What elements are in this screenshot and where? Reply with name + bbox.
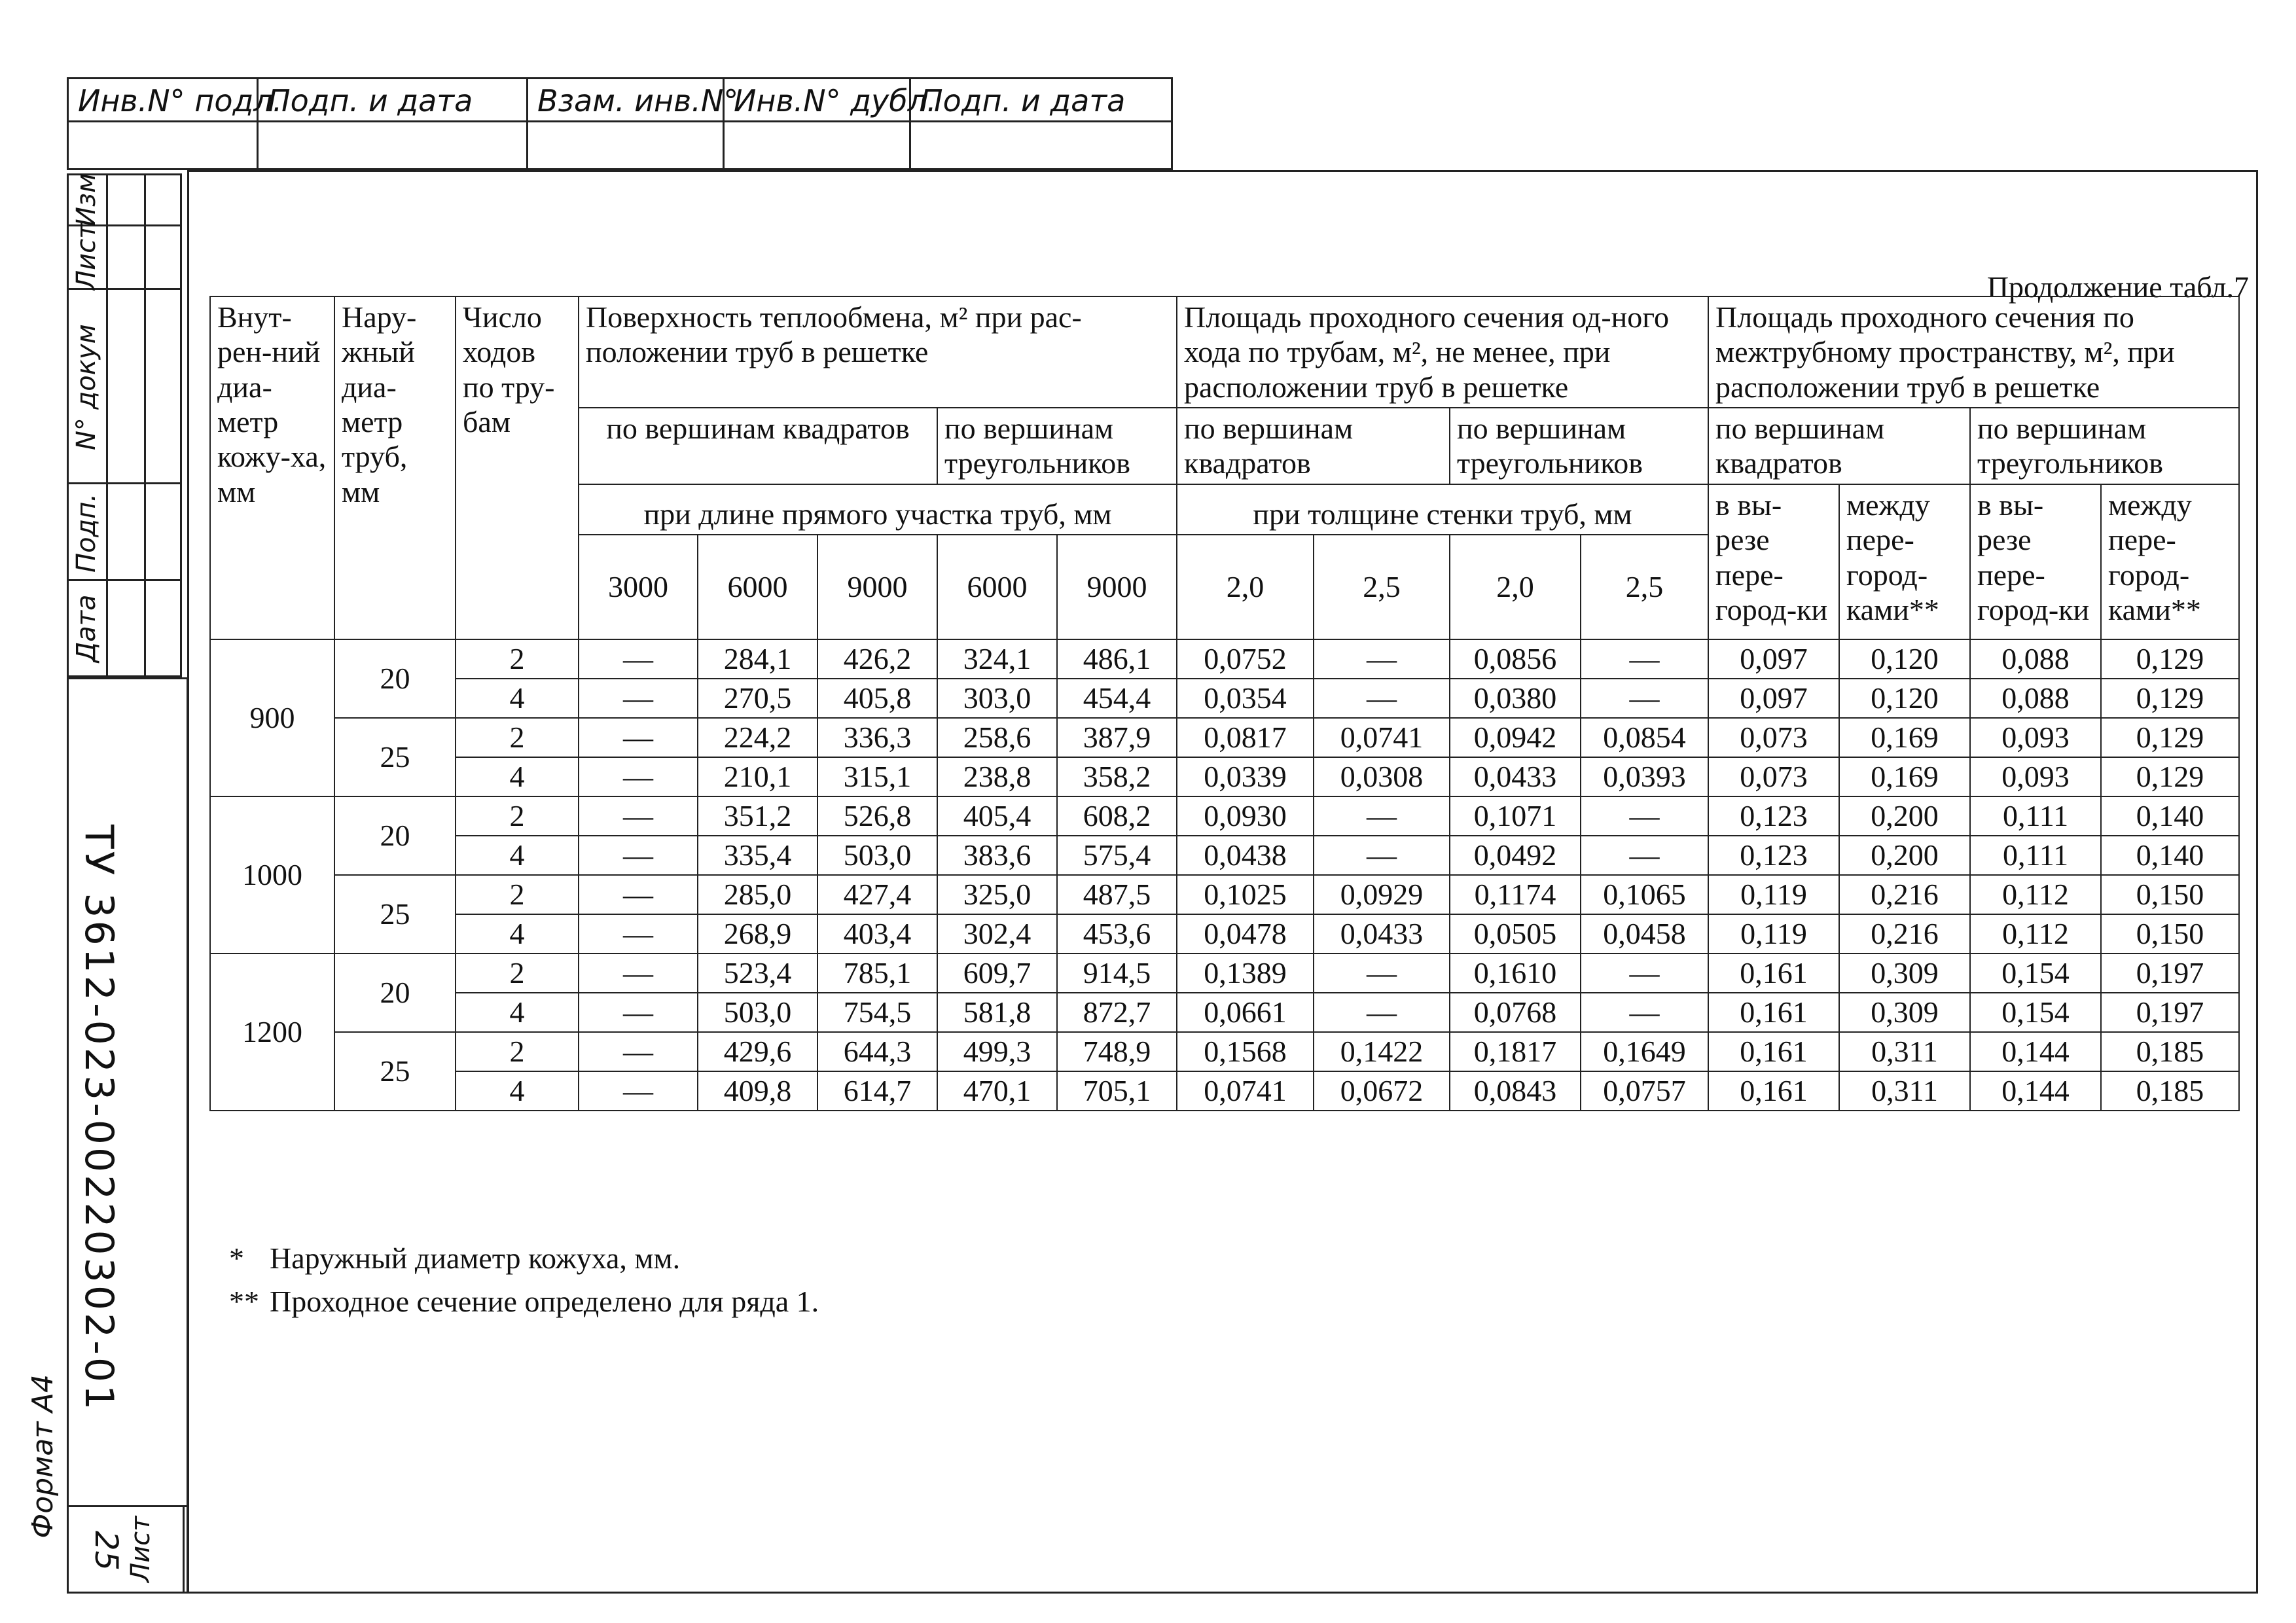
cell-value: 486,1	[1057, 639, 1177, 679]
cell-value: 0,111	[1970, 796, 2101, 836]
header-passes: Число ходов по тру-бам	[456, 296, 579, 639]
cell-value: 523,4	[698, 954, 817, 993]
cell-value: 0,169	[1839, 718, 1970, 757]
cell-value: 403,4	[817, 914, 937, 954]
cell-value: 0,0929	[1314, 875, 1450, 914]
cell-value: 748,9	[1057, 1032, 1177, 1071]
header-shell-squares: по вершинам квадратов	[1708, 408, 1970, 484]
cell-value: 0,0393	[1581, 757, 1708, 796]
cell-value: —	[1581, 796, 1708, 836]
cell-value: 487,5	[1057, 875, 1177, 914]
stamp-cell-duplicate-inv	[725, 79, 937, 172]
cell-value: 575,4	[1057, 836, 1177, 875]
cell-value: 0,0768	[1450, 993, 1581, 1032]
cell-value: 0,311	[1839, 1071, 1970, 1111]
cell-value: 0,161	[1708, 1071, 1839, 1111]
stamp-cell-replacement-inv	[528, 79, 739, 172]
cell-value: 0,129	[2101, 718, 2239, 757]
cell-value: 705,1	[1057, 1071, 1177, 1111]
stamp-cell-original-inv	[69, 79, 283, 172]
cell-value: 258,6	[937, 718, 1057, 757]
cell-value: 0,088	[1970, 679, 2101, 718]
cell-value: 427,4	[817, 875, 937, 914]
cell-value: 238,8	[937, 757, 1057, 796]
cell-value: 0,216	[1839, 875, 1970, 914]
header-flow-shell	[1708, 296, 2239, 408]
cell-value: —	[1314, 796, 1450, 836]
cell-value: —	[579, 993, 698, 1032]
revision-label-sheet: Лист	[71, 223, 101, 290]
revision-label-change: Изм	[71, 173, 101, 226]
cell-passes: 4	[456, 679, 579, 718]
cell-value: 405,4	[937, 796, 1057, 836]
cell-value: 0,0339	[1177, 757, 1314, 796]
header-length-value: 6000	[937, 535, 1057, 639]
cell-value: 285,0	[698, 875, 817, 914]
cell-value: 0,154	[1970, 954, 2101, 993]
cell-passes: 4	[456, 914, 579, 954]
cell-passes: 2	[456, 1032, 579, 1071]
cell-outer-diameter: 25	[334, 718, 456, 796]
revision-label-date: Дата	[71, 594, 101, 663]
cell-value: 315,1	[817, 757, 937, 796]
cell-value: 0,161	[1708, 993, 1839, 1032]
cell-value: —	[579, 954, 698, 993]
cell-value: 0,150	[2101, 914, 2239, 954]
cell-value: 0,161	[1708, 1032, 1839, 1071]
header-length-value: 9000	[1057, 535, 1177, 639]
footnote-mark: **	[229, 1285, 259, 1318]
cell-value: 405,8	[817, 679, 937, 718]
header-surface-text: Поверхность теплообмена, м² при рас-положении труб в решетке	[586, 300, 1082, 369]
cell-value: —	[1581, 836, 1708, 875]
cell-value: 0,073	[1708, 757, 1839, 796]
cell-value: 0,0354	[1177, 679, 1314, 718]
cell-value: 608,2	[1057, 796, 1177, 836]
cell-value: 453,6	[1057, 914, 1177, 954]
cell-value: 872,7	[1057, 993, 1177, 1032]
cell-value: 614,7	[817, 1071, 937, 1111]
cell-value: 0,123	[1708, 796, 1839, 836]
footnote-mark: *	[229, 1241, 244, 1275]
cell-value: 0,129	[2101, 679, 2239, 718]
footnote-text: Наружный диаметр кожуха, мм.	[270, 1241, 681, 1275]
cell-value: 0,0942	[1450, 718, 1581, 757]
cell-value: 0,1422	[1314, 1032, 1450, 1071]
header-tubes-squares: по вершинам квадратов	[1177, 408, 1450, 484]
stamp-header-signature-date: Подп. и дата	[259, 79, 526, 122]
stamp-header-duplicate-inv: Инв.N° дубл.	[725, 79, 909, 122]
header-tubes-triangles: по вершинам треугольников	[1450, 408, 1708, 484]
cell-value: 526,8	[817, 796, 937, 836]
revision-label-signature: Подп.	[71, 493, 101, 573]
cell-value: —	[579, 914, 698, 954]
table-row	[210, 679, 2239, 718]
header-flow-tubes-text: Площадь проходного сечения од-ного хода по трубам, м², не менее, при расположении труб в решетке	[1184, 300, 1669, 404]
cell-value: 0,112	[1970, 914, 2101, 954]
cell-passes: 2	[456, 954, 579, 993]
cell-value: 503,0	[698, 993, 817, 1032]
cell-passes: 4	[456, 1071, 579, 1111]
cell-value: 0,129	[2101, 757, 2239, 796]
cell-passes: 2	[456, 639, 579, 679]
sheet-number: 25	[88, 1531, 124, 1571]
cell-value: 0,0380	[1450, 679, 1581, 718]
cell-value: 0,073	[1708, 718, 1839, 757]
cell-value: 0,311	[1839, 1032, 1970, 1071]
cell-value: 303,0	[937, 679, 1057, 718]
cell-passes: 2	[456, 718, 579, 757]
cell-value: 0,097	[1708, 679, 1839, 718]
cell-value: —	[1581, 639, 1708, 679]
cell-value: 0,0505	[1450, 914, 1581, 954]
stamp-cell-signature-date	[259, 79, 528, 172]
cell-value: 0,111	[1970, 836, 2101, 875]
cell-value: 0,200	[1839, 796, 1970, 836]
cell-value: 224,2	[698, 718, 817, 757]
header-outer-diameter: Нару-жный диа-метр труб, мм	[334, 296, 456, 639]
cell-value: —	[1314, 954, 1450, 993]
cell-value: 644,3	[817, 1032, 937, 1071]
cell-value: 0,0458	[1581, 914, 1708, 954]
header-thickness-value: 2,5	[1581, 535, 1708, 639]
cell-value: 0,150	[2101, 875, 2239, 914]
stamp-header-original-inv: Инв.N° подл.	[69, 79, 257, 122]
cell-value: —	[1581, 993, 1708, 1032]
cell-value: 0,140	[2101, 836, 2239, 875]
cell-value: 0,0433	[1450, 757, 1581, 796]
cell-value: —	[579, 679, 698, 718]
cell-value: 325,0	[937, 875, 1057, 914]
cell-value: 387,9	[1057, 718, 1177, 757]
cell-value: 0,0817	[1177, 718, 1314, 757]
cell-inner-diameter: 1000	[210, 796, 334, 954]
header-flow-shell-text: Площадь проходного сечения по межтрубному пространству, м², при расположении труб в решетке	[1715, 300, 2175, 404]
cell-value: 0,1649	[1581, 1032, 1708, 1071]
cell-value: 0,200	[1839, 836, 1970, 875]
cell-value: 0,0741	[1177, 1071, 1314, 1111]
cell-value: —	[579, 1071, 698, 1111]
cell-value: 0,0752	[1177, 639, 1314, 679]
cell-outer-diameter: 25	[334, 1032, 456, 1111]
cell-passes: 4	[456, 836, 579, 875]
header-length: при длине прямого участка труб, мм	[579, 484, 1177, 535]
cell-value: 0,144	[1970, 1071, 2101, 1111]
cell-value: 0,119	[1708, 914, 1839, 954]
cell-value: —	[579, 639, 698, 679]
cell-value: 914,5	[1057, 954, 1177, 993]
cell-value: 0,197	[2101, 954, 2239, 993]
header-shell-squares-between: между пере-город-ками**	[1839, 484, 1970, 639]
cell-passes: 2	[456, 875, 579, 914]
header-thickness: при толщине стенки труб, мм	[1177, 484, 1708, 535]
cell-value: 335,4	[698, 836, 817, 875]
cell-value: 0,0308	[1314, 757, 1450, 796]
cell-value: 270,5	[698, 679, 817, 718]
cell-value: 0,1025	[1177, 875, 1314, 914]
cell-value: 336,3	[817, 718, 937, 757]
cell-value: 0,216	[1839, 914, 1970, 954]
cell-value: 470,1	[937, 1071, 1057, 1111]
header-shell-triangles-cut: в вы-резе пере-город-ки	[1970, 484, 2101, 639]
cell-value: 0,129	[2101, 639, 2239, 679]
header-surface-squares: по вершинам квадратов	[579, 408, 937, 484]
header-thickness-value: 2,0	[1450, 535, 1581, 639]
cell-value: 0,0930	[1177, 796, 1314, 836]
cell-value: 0,123	[1708, 836, 1839, 875]
footnote	[229, 1280, 819, 1323]
cell-outer-diameter: 20	[334, 954, 456, 1032]
cell-value: 429,6	[698, 1032, 817, 1071]
cell-value: 0,0438	[1177, 836, 1314, 875]
cell-value: 210,1	[698, 757, 817, 796]
cell-value: 0,120	[1839, 679, 1970, 718]
cell-value: 383,6	[937, 836, 1057, 875]
cell-value: 284,1	[698, 639, 817, 679]
cell-value: —	[1581, 679, 1708, 718]
cell-value: 0,112	[1970, 875, 2101, 914]
cell-value: —	[1314, 836, 1450, 875]
header-length-value: 6000	[698, 535, 817, 639]
cell-value: 0,161	[1708, 954, 1839, 993]
cell-value: 0,185	[2101, 1032, 2239, 1071]
cell-value: 0,144	[1970, 1032, 2101, 1071]
cell-value: —	[579, 718, 698, 757]
table-row	[210, 757, 2239, 796]
cell-value: 0,0433	[1314, 914, 1450, 954]
cell-value: 0,1071	[1450, 796, 1581, 836]
table-continuation-label: Продолжение табл.7	[1986, 270, 2249, 304]
header-flow-tubes	[1177, 296, 1708, 408]
table-row	[210, 875, 2239, 914]
header-length-value: 3000	[579, 535, 698, 639]
cell-outer-diameter: 20	[334, 796, 456, 875]
cell-value: —	[1314, 993, 1450, 1032]
footnote	[229, 1237, 819, 1280]
revision-strip	[67, 173, 182, 677]
cell-value: 0,140	[2101, 796, 2239, 836]
cell-value: 0,0478	[1177, 914, 1314, 954]
cell-value: —	[579, 836, 698, 875]
cell-value: 0,088	[1970, 639, 2101, 679]
cell-passes: 2	[456, 796, 579, 836]
cell-value: —	[579, 1032, 698, 1071]
cell-value: 503,0	[817, 836, 937, 875]
stamp-header-signature-date-2: Подп. и дата	[911, 79, 1171, 122]
footnote-text: Проходное сечение определено для ряда 1.	[270, 1285, 819, 1318]
cell-inner-diameter: 1200	[210, 954, 334, 1111]
format-label: Формат А4	[26, 1374, 60, 1539]
cell-value: 0,1568	[1177, 1032, 1314, 1071]
header-inner-diameter: Внут-рен-ний диа-метр кожу-ха, мм	[210, 296, 334, 639]
cell-value: 0,1389	[1177, 954, 1314, 993]
header-surface-triangles: по вершинам треугольников	[937, 408, 1177, 484]
cell-value: 0,1610	[1450, 954, 1581, 993]
cell-value: 0,0661	[1177, 993, 1314, 1032]
cell-value: 0,309	[1839, 954, 1970, 993]
cell-value: 351,2	[698, 796, 817, 836]
header-surface	[579, 296, 1177, 408]
cell-value: —	[1581, 954, 1708, 993]
cell-value: 0,169	[1839, 757, 1970, 796]
cell-value: 0,0741	[1314, 718, 1450, 757]
cell-value: 0,185	[2101, 1071, 2239, 1111]
cell-value: 581,8	[937, 993, 1057, 1032]
cell-value: —	[579, 757, 698, 796]
cell-value: 0,097	[1708, 639, 1839, 679]
cell-value: 0,154	[1970, 993, 2101, 1032]
cell-value: 0,093	[1970, 718, 2101, 757]
header-thickness-value: 2,5	[1314, 535, 1450, 639]
heat-exchanger-table	[209, 296, 2240, 1111]
table-row	[210, 914, 2239, 954]
cell-value: 454,4	[1057, 679, 1177, 718]
cell-value: 0,1174	[1450, 875, 1581, 914]
table-row	[210, 836, 2239, 875]
cell-value: 409,8	[698, 1071, 817, 1111]
cell-inner-diameter: 900	[210, 639, 334, 796]
table-row	[210, 993, 2239, 1032]
cell-value: 0,309	[1839, 993, 1970, 1032]
registration-block	[67, 77, 1173, 170]
cell-value: 0,119	[1708, 875, 1839, 914]
table-row	[210, 796, 2239, 836]
cell-value: 0,0843	[1450, 1071, 1581, 1111]
stamp-cell-signature-date-2	[911, 79, 1171, 172]
cell-value: 358,2	[1057, 757, 1177, 796]
cell-value: 499,3	[937, 1032, 1057, 1071]
cell-value: 324,1	[937, 639, 1057, 679]
table-body	[210, 639, 2239, 1111]
cell-value: —	[1314, 639, 1450, 679]
cell-value: 0,1817	[1450, 1032, 1581, 1071]
header-shell-triangles-between: между пере-город-ками**	[2101, 484, 2239, 639]
cell-outer-diameter: 25	[334, 875, 456, 954]
sheet-label: Лист	[126, 1505, 185, 1594]
cell-value: 0,0492	[1450, 836, 1581, 875]
header-shell-triangles: по вершинам треугольников	[1970, 408, 2239, 484]
cell-value: 0,120	[1839, 639, 1970, 679]
cell-value: 0,093	[1970, 757, 2101, 796]
table-row	[210, 1032, 2239, 1071]
cell-value: —	[579, 796, 698, 836]
cell-value: 785,1	[817, 954, 937, 993]
header-thickness-value: 2,0	[1177, 535, 1314, 639]
cell-value: 302,4	[937, 914, 1057, 954]
cell-value: —	[1314, 679, 1450, 718]
document-code: ТУ 3612-023-00220302-01	[76, 825, 122, 1413]
cell-passes: 4	[456, 993, 579, 1032]
cell-value: —	[579, 875, 698, 914]
cell-value: 0,0856	[1450, 639, 1581, 679]
cell-value: 0,0672	[1314, 1071, 1450, 1111]
cell-value: 609,7	[937, 954, 1057, 993]
cell-value: 426,2	[817, 639, 937, 679]
cell-passes: 4	[456, 757, 579, 796]
header-length-value: 9000	[817, 535, 937, 639]
revision-label-document-no: N° докум	[71, 324, 101, 450]
cell-value: 0,1065	[1581, 875, 1708, 914]
table-row	[210, 954, 2239, 993]
cell-value: 754,5	[817, 993, 937, 1032]
cell-value: 0,0757	[1581, 1071, 1708, 1111]
table-row	[210, 639, 2239, 679]
footnotes	[229, 1237, 819, 1323]
cell-value: 0,0854	[1581, 718, 1708, 757]
cell-outer-diameter: 20	[334, 639, 456, 718]
cell-value: 0,197	[2101, 993, 2239, 1032]
table-row	[210, 1071, 2239, 1111]
header-shell-squares-cut: в вы-резе пере-город-ки	[1708, 484, 1839, 639]
stamp-header-replacement-inv: Взам. инв.N°	[528, 79, 723, 122]
table-row	[210, 718, 2239, 757]
cell-value: 268,9	[698, 914, 817, 954]
